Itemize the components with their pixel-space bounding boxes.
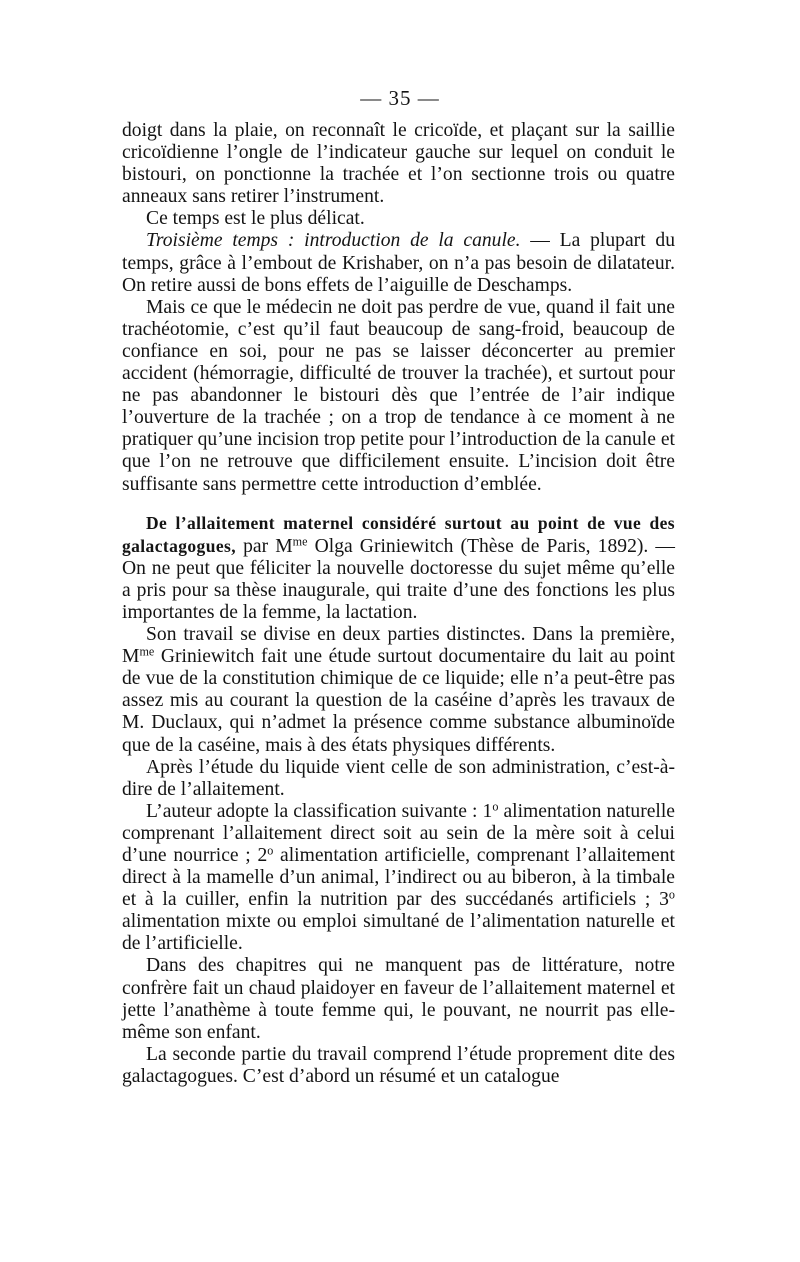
- page-number: — 35 —: [360, 86, 440, 110]
- paragraph-text: alimentation mixte ou emploi simultané de l’alimentation naturelle et de l’artificielle.: [122, 911, 675, 955]
- superscript: o: [492, 799, 499, 814]
- paragraph: Après l’étude du liquide vient celle de son administration, c’est-à-dire de l’allaitement.: [122, 756, 675, 800]
- paragraph-text: alimentation artificielle, comprenant l’allaitement direct à la mamelle d’un animal, l’indirect ou au biberon, à la timbale et à la cuiller, enfin la nutrition par des succédanés artificiels ; 3: [122, 845, 675, 911]
- paragraph: Mais ce que le médecin ne doit pas perdre de vue, quand il fait une trachéotomie, c’est qu’il faut beaucoup de sang-froid, beaucoup de confiance en soi, pour ne pas se laisser déconcerter au premier accident (hémorragie, difficulté de trouver la trachée), et surtout pour ne pas abandonner le bistouri dès que l’entrée de l’air indique l’ouverture de la trachée ; on a trop de tendance à ce moment à ne pratiquer qu’une incision trop petite pour l’introduction de la canule et que l’on ne retrouve que difficilement ensuite. L’incision doit être suffisante sans permettre cette introduction d’emblée.: [122, 296, 675, 495]
- paragraph-text: Olga Griniewitch (Thèse de Paris, 1892). — On ne peut que féliciter la nouvelle doctoresse du sujet même qu’elle a pris pour sa thèse inaugurale, qui traite d’une des fonctions les plus importantes de la femme, la lactation.: [122, 535, 675, 623]
- body-text: [122, 120, 675, 1088]
- paragraph: [122, 801, 675, 956]
- review-heading: De l’allaitement maternel considéré surtout au point de vue des galactagogues,: [122, 512, 675, 556]
- superscript: o: [668, 887, 675, 902]
- section-subheading: Troisième temps : introduction de la canule.: [146, 230, 521, 252]
- paragraph: Ce temps est le plus délicat.: [146, 208, 365, 230]
- paragraph-text: Son travail se divise en deux parties distinctes. Dans la première, M: [122, 624, 675, 668]
- superscript: o: [267, 843, 274, 858]
- paragraph-text: L’auteur adopte la classification suivante : 1: [146, 800, 493, 822]
- paragraph-text: par M: [236, 535, 293, 557]
- superscript: me: [139, 644, 155, 659]
- superscript: me: [292, 534, 308, 549]
- review-intro: [122, 512, 675, 624]
- paragraph: doigt dans la plaie, on reconnaît le cricoïde, et plaçant sur la saillie cricoïdienne l’ongle de l’indicateur gauche sur lequel on conduit le bistouri, on ponctionne la trachée et l’on sectionne trois ou quatre anneaux sans retirer l’instrument.: [122, 120, 675, 208]
- paragraph: [122, 624, 675, 757]
- paragraph: Dans des chapitres qui ne manquent pas de littérature, notre confrère fait un chaud plaidoyer en faveur de l’allaitement maternel et jette l’anathème à toute femme qui, le pouvant, ne nourrit pas elle-même son enfant.: [122, 955, 675, 1043]
- paragraph: La seconde partie du travail comprend l’étude proprement dite des galactagogues. C’est d’abord un résumé et un catalogue: [122, 1043, 675, 1087]
- paragraph-text: alimentation naturelle comprenant l’allaitement direct soit au sein de la mère soit à celui d’une nourrice ; 2: [122, 800, 675, 866]
- paragraph-text: — La plupart du temps, grâce à l’embout de Krishaber, on n’a pas besoin de dilatateur. On retire aussi de bons effets de l’aiguille de Deschamps.: [122, 230, 675, 296]
- paragraph-text: Griniewitch fait une étude surtout documentaire du lait au point de vue de la constitution chimique de ce liquide; elle n’a peut-être pas assez mis au courant la question de la caséine d’après les travaux de M. Duclaux, qui n’admet la présence comme substance albuminoïde que de la caséine, mais à des états physiques différents.: [122, 646, 675, 756]
- paragraph: [122, 230, 675, 296]
